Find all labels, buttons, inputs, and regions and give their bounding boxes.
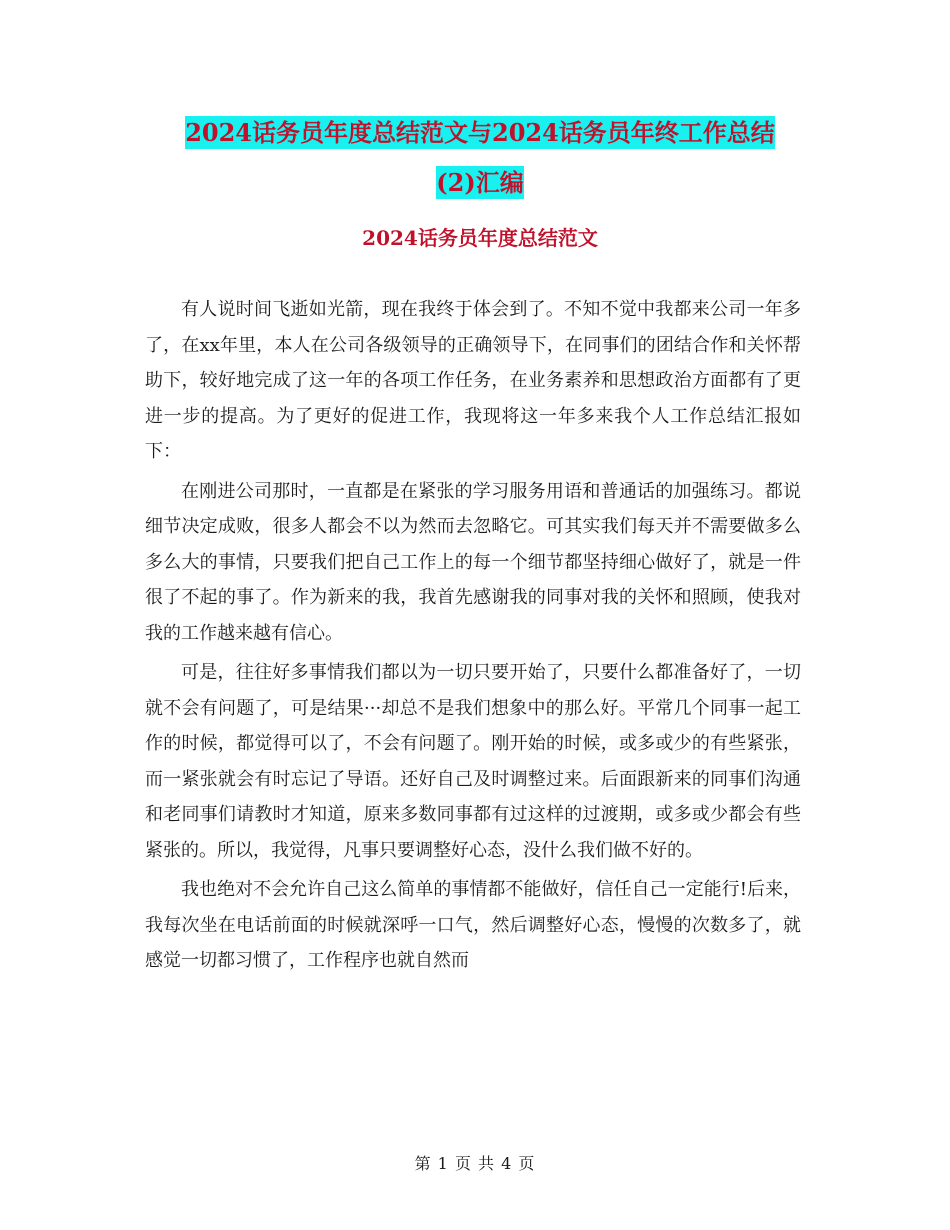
section-title: 2024话务员年度总结范文 (362, 226, 598, 250)
paragraph: 我也绝对不会允许自己这么简单的事情都不能做好，信任自己一定能行!后来，我每次坐在电话前面的时候就深呼一口气，然后调整好心态，慢慢的次数多了，就感觉一切都习惯了，工作程序也就自然而 (145, 879, 801, 971)
body-text (145, 292, 801, 983)
main-title-line1: 2024话务员年度总结范文与2024话务员年终工作总结 (185, 118, 775, 147)
main-title-line2: (2)汇编 (436, 168, 524, 197)
paragraph: 可是，往往好多事情我们都以为一切只要开始了，只要什么都准备好了，一切就不会有问题了，可是结果···却总不是我们想象中的那么好。平常几个同事一起工作的时候，都觉得可以了，不会有问题了。刚开始的时候，或多或少的有些紧张，而一紧张就会有时忘记了导语。还好自己及时调整过来。后面跟新来的同事们沟通和老同事们请教时才知道，原来多数同事都有过这样的过渡期，或多或少都会有些紧张的。所以，我觉得，凡事只要调整好心态，没什么我们做不好的。 (145, 662, 801, 861)
paragraph: 有人说时间飞逝如光箭，现在我终于体会到了。不知不觉中我都来公司一年多了，在xx年里，本人在公司各级领导的正确领导下，在同事们的团结合作和关怀帮助下，较好地完成了这一年的各项工作任务，在业务素养和思想政治方面都有了更进一步的提高。为了更好的促进工作，我现将这一年多来我个人工作总结汇报如下： (145, 299, 801, 462)
main-title (140, 108, 820, 208)
page-footer: 第 1 页 共 4 页 (414, 1154, 536, 1173)
paragraph: 在刚进公司那时，一直都是在紧张的学习服务用语和普通话的加强练习。都说细节决定成败，很多人都会不以为然而去忽略它。可其实我们每天并不需要做多么多么大的事情，只要我们把自己工作上的每一个细节都坚持细心做好了，就是一件很了不起的事了。作为新来的我，我首先感谢我的同事对我的关怀和照顾，使我对我的工作越来越有信心。 (145, 480, 801, 644)
